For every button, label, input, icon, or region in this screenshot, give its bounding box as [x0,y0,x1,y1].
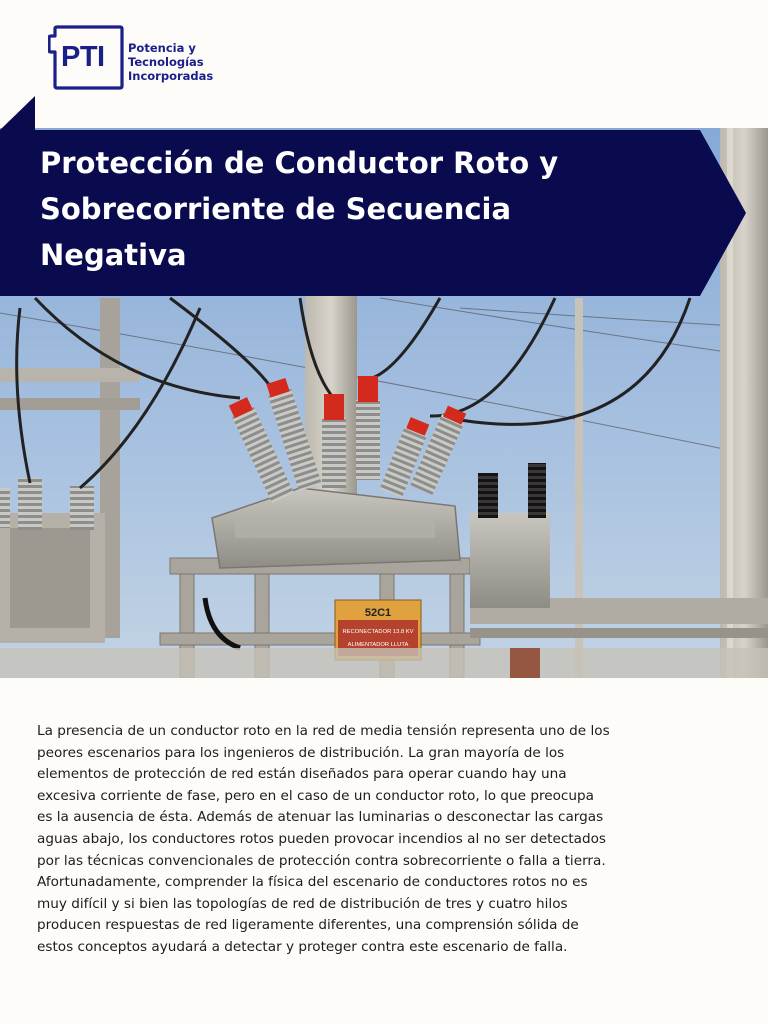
sign-line-1: RECONECTADOR 13.8 KV [342,629,414,635]
sign-line-2: ALIMENTADOR LLUTA [347,642,409,648]
title-line-3: Negativa [40,238,187,272]
logo-letters: PTI [61,41,105,73]
page-title [40,140,680,278]
company-name-line-1: Potencia y [128,41,196,55]
paragraph-line: muy difícil y si bien las topologías de red de distribución de tres y cuatro hilos [37,895,568,912]
company-name-line-2: Tecnologías [128,55,204,69]
title-line-1: Protección de Conductor Roto y [40,146,559,180]
paragraph-line: elementos de protección de red están diseñados para operar cuando hay una [37,766,567,783]
company-name [128,41,288,83]
intro-paragraph [37,721,737,959]
paragraph-line: estos conceptos ayudará a detectar y proteger contra este escenario de falla. [37,938,568,955]
sign-code: 52C1 [364,607,392,619]
paragraph-line: peores escenarios para los ingenieros de distribución. La gran mayoría de los [37,744,565,761]
paragraph-line: La presencia de un conductor roto en la red de media tensión representa uno de los [37,723,610,739]
paragraph-line: producen respuestas de red ligeramente diferentes, una comprensión sólida de [37,917,579,934]
paragraph-line: Afortunadamente, comprender la física del escenario de conductores rotos no es [37,874,588,891]
paragraph-line: excesiva corriente de fase, pero en el caso de un conductor roto, lo que preocupa [37,787,594,804]
title-line-2: Sobrecorriente de Secuencia [40,192,512,226]
paragraph-line: aguas abajo, los conductores rotos pueden provocar incendios al no ser detectados [37,830,607,847]
paragraph-line: es la ausencia de ésta. Además de atenuar las luminarias o desconectar las cargas [37,809,604,826]
company-name-line-3: Incorporadas [128,69,214,83]
paragraph-line: por las técnicas convencionales de protección contra sobrecorriente o falla a tierra. [37,852,606,869]
